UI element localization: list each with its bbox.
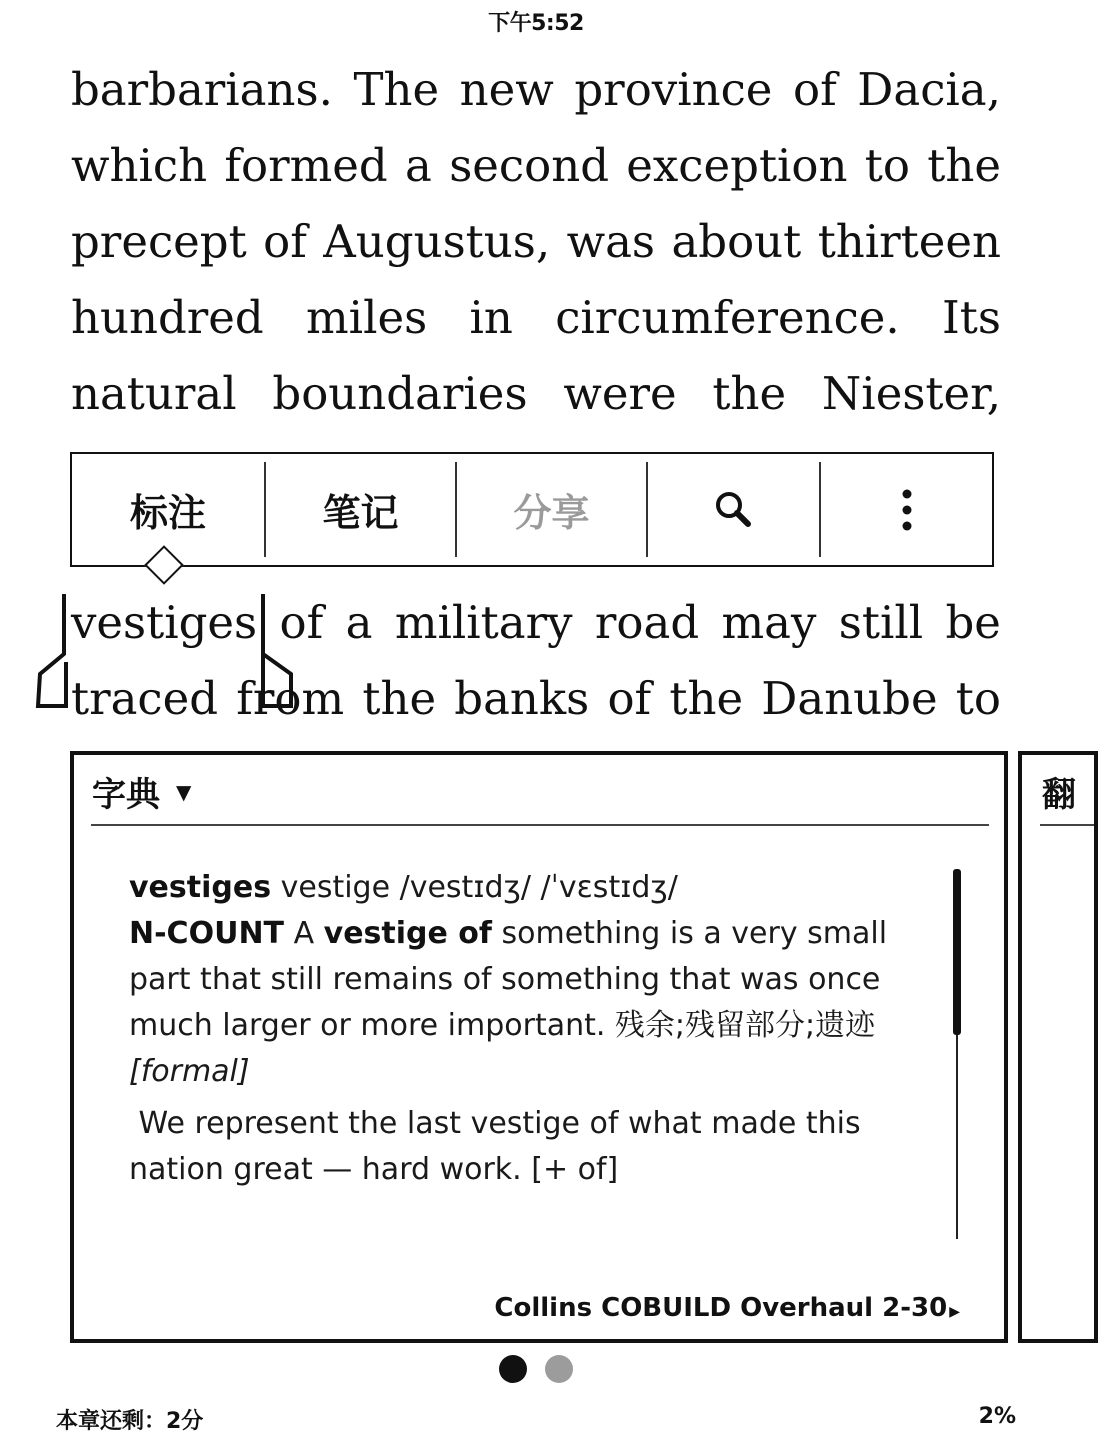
status-time: 下午5:52: [488, 11, 584, 36]
text-line-selected: [71, 585, 1001, 661]
word[interactable]: the: [927, 139, 1001, 192]
word[interactable]: of: [279, 596, 324, 649]
entry-pos: N-COUNT: [129, 916, 285, 951]
pager-dot-2[interactable]: [545, 1355, 573, 1383]
word[interactable]: Its: [942, 291, 1001, 344]
word[interactable]: banks: [454, 672, 590, 725]
dropdown-caret-icon: ▼: [176, 779, 192, 804]
word[interactable]: be: [945, 596, 1001, 649]
word[interactable]: boundaries: [272, 367, 528, 420]
dictionary-entry: [129, 865, 909, 1193]
text-line: [71, 280, 1001, 356]
selection-toolbar: [70, 452, 994, 567]
word[interactable]: new: [459, 63, 554, 116]
next-card[interactable]: [1018, 751, 1098, 1343]
toolbar-pointer: [145, 565, 179, 587]
word[interactable]: miles: [306, 291, 428, 344]
entry-def-a: A: [293, 916, 315, 951]
dictionary-title: 字典: [92, 775, 160, 815]
entry-register: [formal]: [129, 1054, 250, 1089]
word[interactable]: of: [263, 215, 307, 268]
book-text-selected: [71, 585, 1001, 737]
word[interactable]: natural: [71, 367, 237, 420]
word[interactable]: The: [353, 63, 440, 116]
scrollbar-thumb[interactable]: [953, 869, 961, 1035]
next-card-title: 翻: [1042, 775, 1076, 815]
text-line: [71, 661, 1001, 737]
selection-end-handle[interactable]: [259, 592, 299, 712]
word[interactable]: second: [449, 139, 609, 192]
more-button[interactable]: [821, 454, 992, 565]
word[interactable]: a: [345, 596, 373, 649]
word[interactable]: circumference.: [555, 291, 900, 344]
word[interactable]: traced: [71, 672, 219, 725]
word[interactable]: the: [362, 672, 437, 725]
word[interactable]: precept: [71, 215, 247, 268]
share-button[interactable]: 分享: [513, 491, 590, 535]
word[interactable]: road: [594, 596, 700, 649]
word[interactable]: military: [394, 596, 573, 649]
word[interactable]: still: [838, 596, 924, 649]
word[interactable]: Niester,: [821, 367, 1001, 420]
word[interactable]: to: [955, 672, 1001, 725]
word[interactable]: Dacia,: [857, 63, 1001, 116]
pager-dot-1[interactable]: [499, 1355, 527, 1383]
word[interactable]: hundred: [71, 291, 264, 344]
search-icon: [712, 488, 756, 532]
text-line: [71, 356, 1001, 432]
note-button[interactable]: 笔记: [322, 491, 399, 535]
chapter-remaining: 本章还剩：2分: [56, 1409, 204, 1434]
entry-definition: [129, 911, 909, 1095]
entry-def-bold: vestige of: [323, 916, 492, 951]
word[interactable]: the: [669, 672, 744, 725]
word[interactable]: thirteen: [817, 215, 1001, 268]
dictionary-source: Collins COBUILD Overhaul 2-30: [494, 1293, 948, 1323]
word[interactable]: Augustus,: [323, 215, 551, 268]
entry-headword: vestiges: [129, 870, 272, 905]
word[interactable]: exception: [626, 139, 848, 192]
arrow-right-icon: ▶: [949, 1304, 960, 1320]
entry-lemma: vestige: [280, 870, 391, 905]
entry-example: We represent the last vestige of what made this nation great — hard work. [+ of]: [129, 1106, 861, 1187]
word[interactable]: to: [864, 139, 910, 192]
word[interactable]: of: [607, 672, 652, 725]
word[interactable]: from: [236, 672, 345, 725]
word[interactable]: in: [469, 291, 513, 344]
entry-pronunciation: /vestɪdʒ/ /ˈvɛstɪdʒ/: [399, 870, 678, 905]
text-line: [71, 204, 1001, 280]
selected-word[interactable]: vestiges: [71, 596, 258, 649]
selection-start-handle[interactable]: [34, 592, 70, 712]
divider: [91, 824, 989, 826]
word[interactable]: was: [566, 215, 656, 268]
word[interactable]: a: [405, 139, 432, 192]
entry-headline: [129, 865, 909, 911]
word[interactable]: the: [712, 367, 787, 420]
word[interactable]: may: [721, 596, 817, 649]
book-text-top: [71, 52, 1001, 432]
word[interactable]: formed: [224, 139, 388, 192]
dictionary-selector[interactable]: [92, 767, 191, 816]
word[interactable]: barbarians.: [71, 63, 333, 116]
dictionary-source-link[interactable]: [494, 1293, 960, 1323]
card-pager: [0, 1355, 1072, 1383]
entry-def-rest: something is a very small part that still remains of something that was once much larger or more important. 残余;残留部分;遗迹: [129, 916, 888, 1043]
word[interactable]: about: [671, 215, 802, 268]
word[interactable]: province: [574, 63, 773, 116]
word[interactable]: which: [71, 139, 208, 192]
text-line: [71, 52, 1001, 128]
more-vertical-icon: [897, 488, 917, 532]
word[interactable]: Danube: [761, 672, 938, 725]
text-line: [71, 128, 1001, 204]
reading-progress: 2%: [978, 1404, 1016, 1429]
dictionary-card[interactable]: [70, 751, 1008, 1343]
highlight-button[interactable]: 标注: [129, 491, 206, 535]
word[interactable]: of: [792, 63, 837, 116]
search-button[interactable]: [648, 454, 819, 565]
divider: [1040, 824, 1094, 826]
word[interactable]: were: [563, 367, 677, 420]
